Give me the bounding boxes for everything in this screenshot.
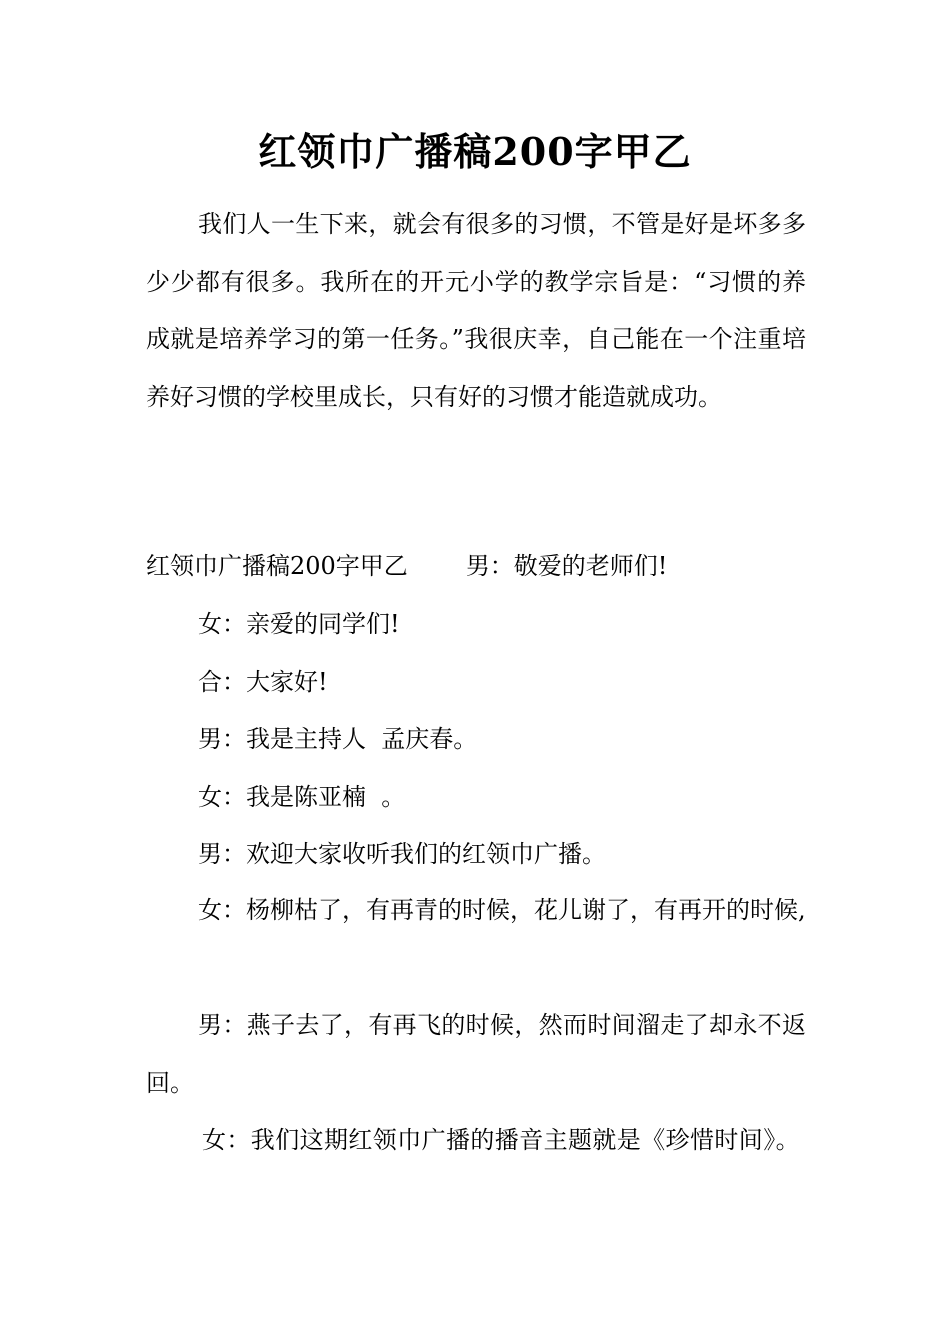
heading-line-title: 红领巾广播稿200字甲乙 — [146, 552, 408, 580]
dialogue-line: 女：亲爱的同学们! — [198, 610, 400, 638]
intro-paragraph: 我们人一生下来，就会有很多的习惯，不管是好是坏多多少少都有很多。我所在的开元小学的教学宗旨是：“习惯的养成就是培养学习的第一任务。”我很庆幸，自己能在一个注重培养好习惯的学校里成长，只有好的习惯才能造就成功。 — [146, 210, 806, 411]
heading-line — [146, 538, 667, 596]
dialogue-line: 女：我是陈亚楠 。 — [198, 783, 406, 811]
dialogue-paragraph: 男：燕子去了，有再飞的时候，然而时间溜走了却永不返回。 — [146, 1011, 806, 1097]
heading-line-greeting: 男：敬爱的老师们! — [465, 552, 668, 580]
dialogue-line: 男：我是主持人 孟庆春。 — [198, 725, 478, 753]
document-title: 红领巾广播稿200字甲乙 — [258, 129, 692, 174]
dialogue-paragraph: 女：我们这期红领巾广播的播音主题就是《珍惜时间》。 — [202, 1126, 800, 1154]
dialogue-line: 男：欢迎大家收听我们的红领巾广播。 — [198, 840, 606, 868]
dialogue-paragraph: 女：杨柳枯了，有再青的时候，花儿谢了，有再开的时候, — [198, 896, 806, 924]
dialogue-line: 合：大家好! — [198, 668, 328, 696]
